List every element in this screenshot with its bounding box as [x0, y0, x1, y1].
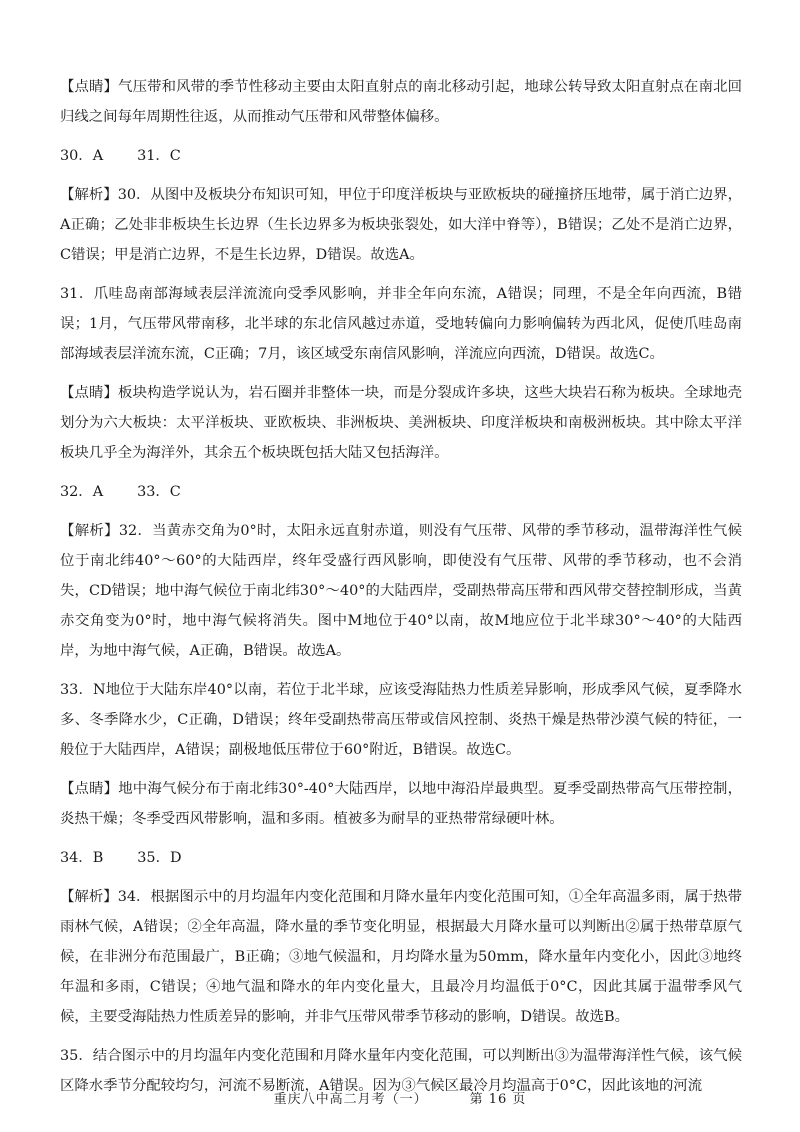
- paragraph: 【点睛】地中海气候分布于南北纬30°-40°大陆西岸，以地中海沿岸最典型。夏季受副热带高气压带控制，炎热干燥；冬季受西风带影响，温和多雨。植被多为耐旱的亚热带常绿硬叶林。: [60, 781, 742, 827]
- paragraph: 31．爪哇岛南部海域表层洋流流向受季风影响，并非全年向东流，A错误；同理，不是全年向西流，B错误；1月，气压带风带南移，北半球的东北信风越过赤道，受地转偏向力影响偏转为西北风，促使爪哇岛南部海域表层洋流东流，C正确；7月，该区域受东南信风影响，洋流应向西流，D错误。故选C。: [60, 286, 742, 362]
- paragraph: 【点睛】板块构造学说认为，岩石圈并非整体一块，而是分裂成许多块，这些大块岩石称为板块。全球地壳划分为六大板块：太平洋板块、亚欧板块、非洲板块、美洲板块、印度洋板块和南极洲板块。其中除太平洋板块几乎全为海洋外，其余五个板块既包括大陆又包括海洋。: [60, 385, 742, 461]
- paragraph: 33．N地位于大陆东岸40°以南，若位于北半球，应该受海陆热力性质差异影响，形成季风气候，夏季降水多、冬季降水少，C正确，D错误；终年受副热带高压带或信风控制、炎热干燥是热带沙漠气候的特征，一般位于大陆西岸，A错误；副极地低压带位于60°附近，B错误。故选C。: [60, 682, 742, 758]
- answer-line: [60, 477, 742, 507]
- paragraph: 35．结合图示中的月均温年内变化范围和月降水量年内变化范围，可以判断出③为温带海洋性气候，该气候区降水季节分配较均匀，河流不易断流，A错误。因为③气候区最冷月均温高于0°C，因此该地的河流: [60, 1048, 742, 1094]
- answer-item: 32．A: [60, 484, 104, 500]
- footer-exam-title: 重庆八中高二月考（一）: [273, 1092, 428, 1107]
- paragraph: 【点睛】气压带和风带的季节性移动主要由太阳直射点的南北移动引起，地球公转导致太阳直射点在南北回归线之间每年周期性往返，从而推动气压带和风带整体偏移。: [60, 79, 742, 125]
- answer-item: 33．C: [137, 484, 181, 500]
- answer-item: 30．A: [60, 148, 104, 164]
- paragraph: 【解析】30．从图中及板块分布知识可知，甲位于印度洋板块与亚欧板块的碰撞挤压地带，属于消亡边界，A正确；乙处非非板块生长边界（生长边界多为板块张裂处，如大洋中脊等），B错误；乙处不是消亡边界，C错误；甲是消亡边界，不是生长边界，D错误。故选A。: [60, 187, 742, 263]
- footer-page-number: 第 16 页: [469, 1092, 527, 1107]
- answer-item: 34．B: [60, 850, 104, 866]
- answer-line: [60, 141, 742, 171]
- paragraph: 【解析】32．当黄赤交角为0°时，太阳永远直射赤道，则没有气压带、风带的季节移动，温带海洋性气候位于南北纬40°～60°的大陆西岸，终年受盛行西风影响，即使没有气压带、风带的季节移动，也不会消失，CD错误；地中海气候位于南北纬30°～40°的大陆西岸，受副热带高压带和西风带交替控制形成，当黄赤交角变为0°时，地中海气候将消失。图中M地位于40°以南，故M地应位于北半球30°～40°的大陆西岸，为地中海气候，A正确，B错误。故选A。: [60, 523, 742, 659]
- document-body: [60, 72, 742, 1110]
- answer-line: [60, 843, 742, 873]
- answer-item: 35．D: [137, 850, 182, 866]
- answer-item: 31．C: [137, 148, 181, 164]
- page-footer: [0, 1088, 800, 1107]
- paragraph: 【解析】34．根据图示中的月均温年内变化范围和月降水量年内变化范围可知，①全年高温多雨，属于热带雨林气候，A错误；②全年高温，降水量的季节变化明显，根据最大月降水量可以判断出②属于热带草原气候，在非洲分布范围最广，B正确；③地气候温和，月均降水量为50mm，降水量年内变化小，因此③地终年温和多雨，C错误；④地气温和降水的年内变化量大，且最冷月均温低于0°C，因此其属于温带季风气候，主要受海陆热力性质差异的影响，并非气压带风带季节移动的影响，D错误。故选B。: [60, 889, 742, 1025]
